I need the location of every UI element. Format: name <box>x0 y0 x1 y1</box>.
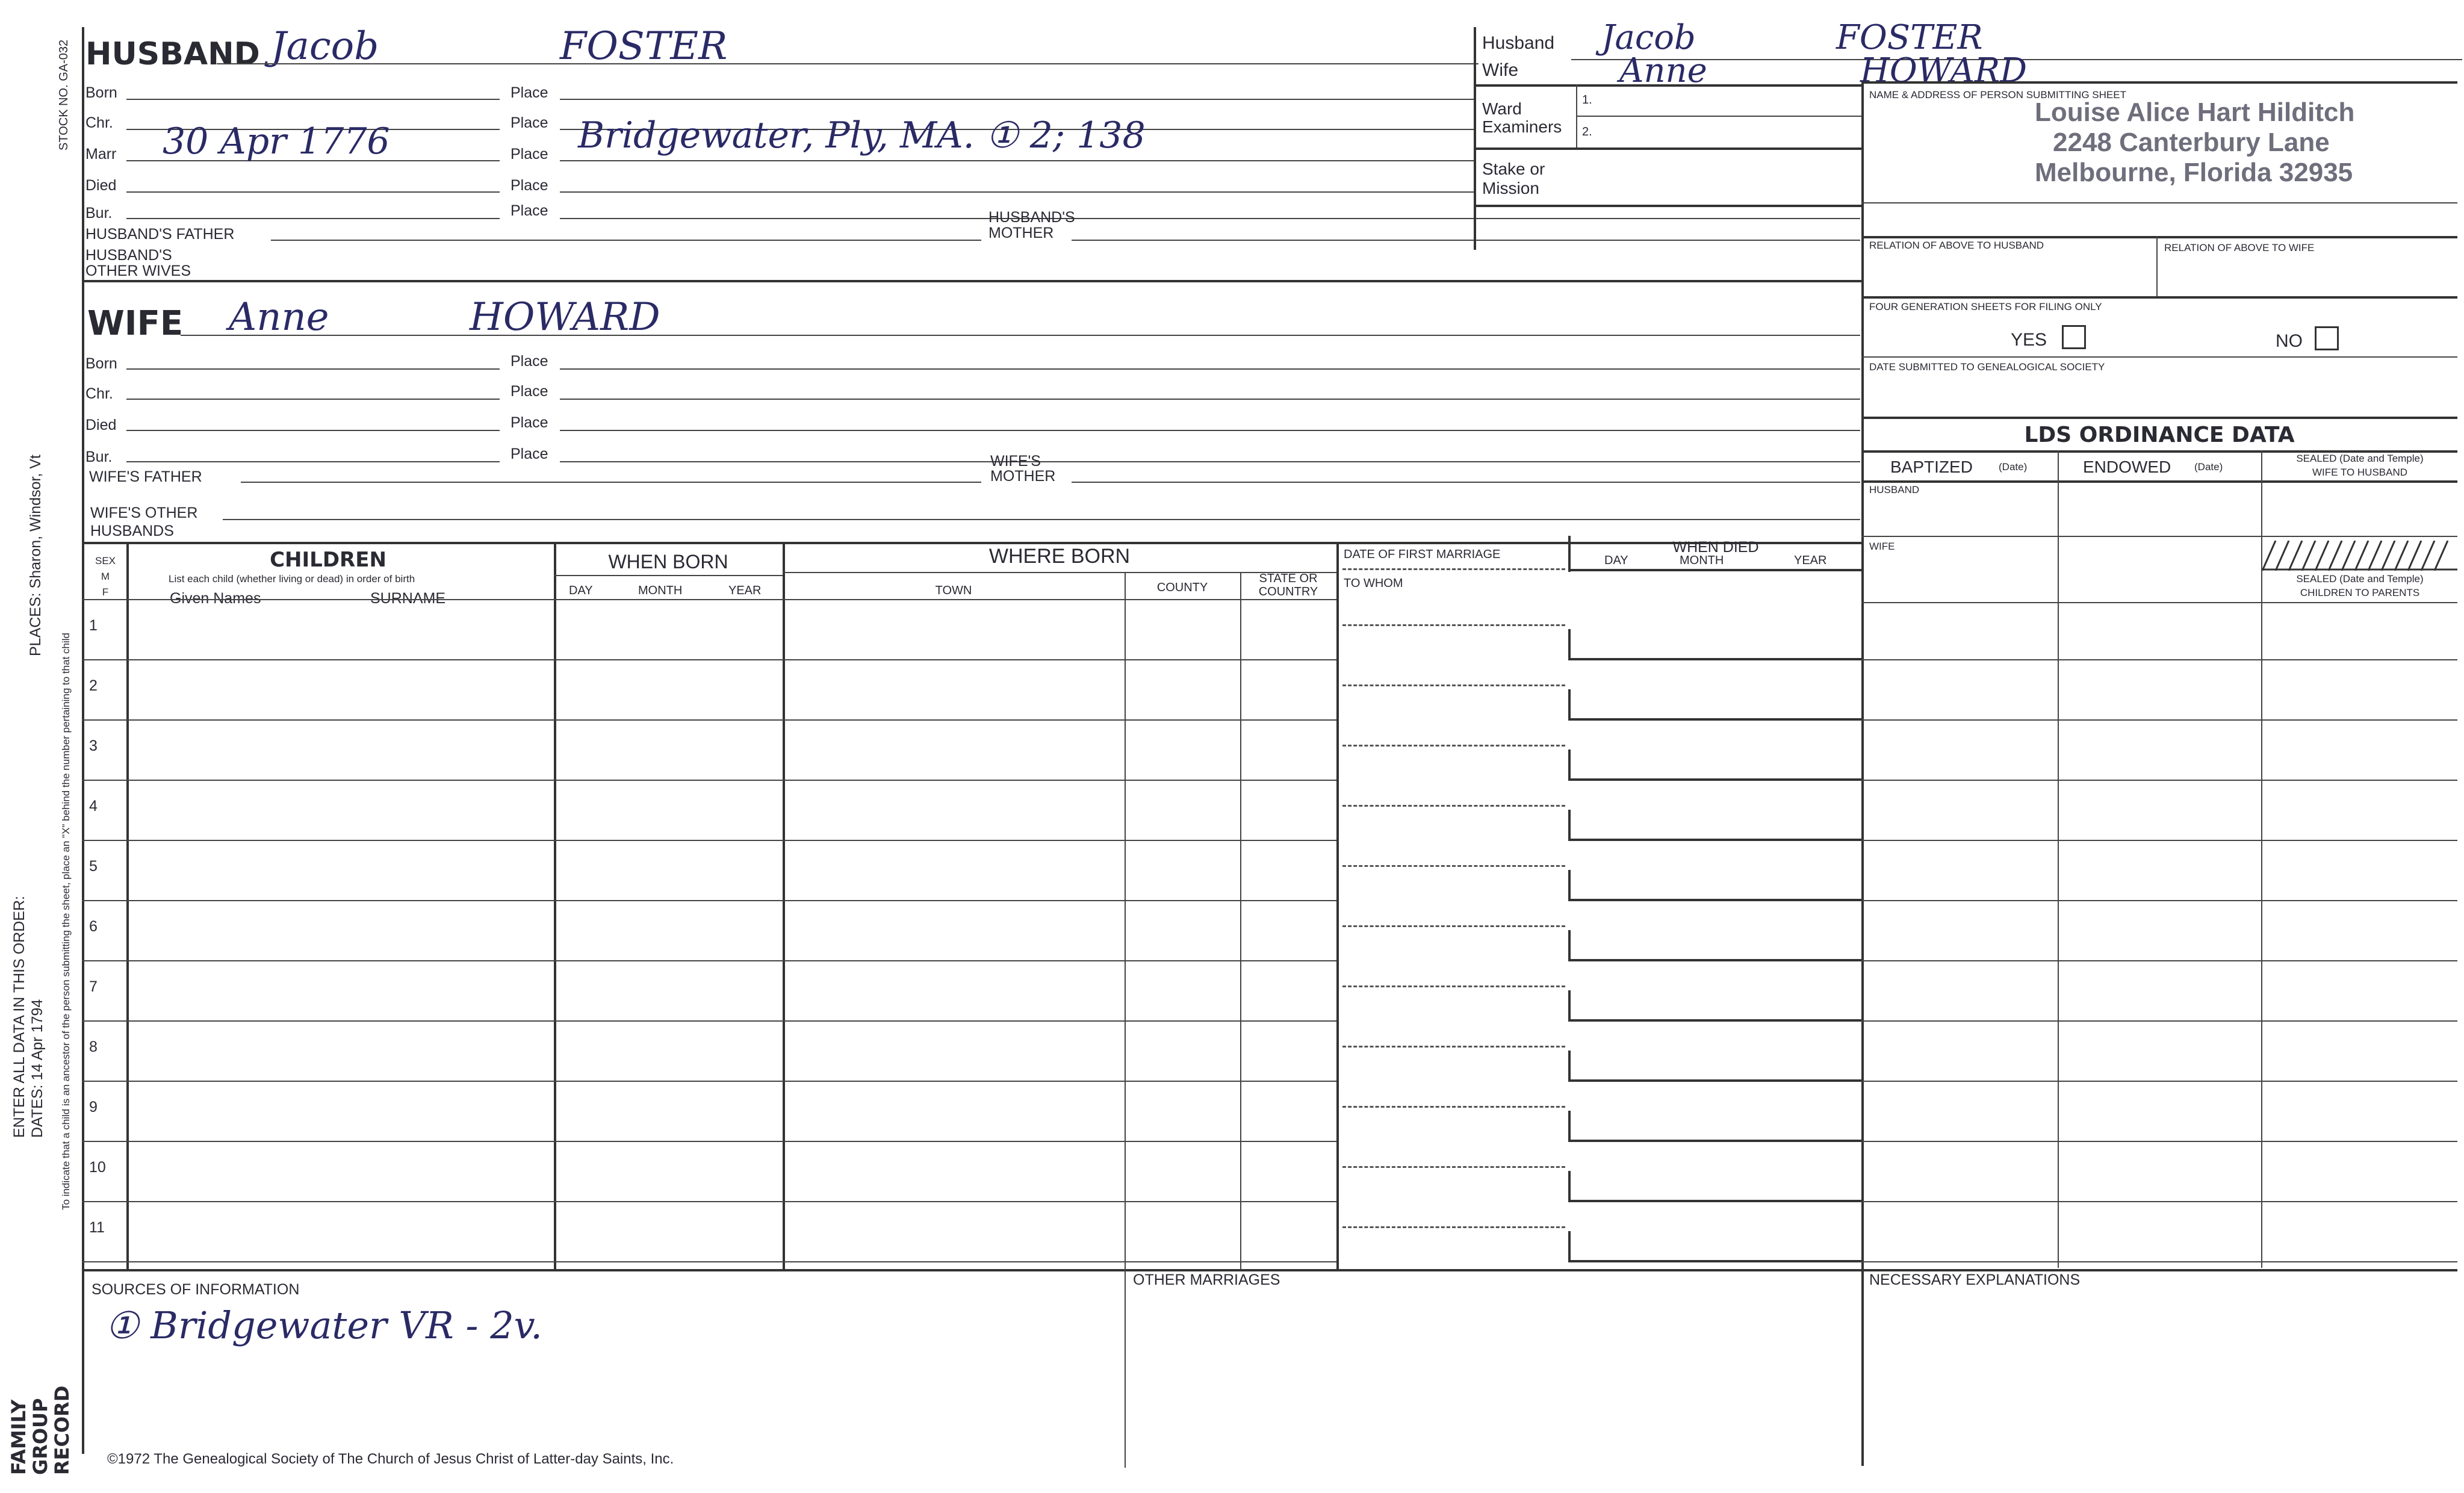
sealed-wife-label-1: SEALED (Date and Temple) <box>2296 453 2424 464</box>
ward-examiner-1-line <box>1576 116 1861 117</box>
stake-bottom-line <box>1474 205 1862 207</box>
husband-born-label: Born <box>85 84 117 101</box>
state-header-2: COUNTRY <box>1258 585 1318 598</box>
ward-examiner-2: 2. <box>1582 125 1592 138</box>
sealed-children-label-1: SEALED (Date and Temple) <box>2296 573 2424 585</box>
ward-label-1: Ward <box>1482 99 1522 118</box>
ancestor-note: To indicate that a child is an ancestor of the person submitting the sheet, place an "X" behind the number pertaining to that child <box>60 633 72 1210</box>
when-died-divider <box>1568 569 1861 571</box>
husband-section-bottom <box>82 280 1861 282</box>
town-column-border <box>1125 572 1126 1270</box>
child-died-tick <box>1568 750 1571 780</box>
child-died-tick <box>1568 870 1571 900</box>
header-wife-line <box>1474 84 1862 87</box>
child-died-line <box>1568 1079 1861 1082</box>
child-row-number: 2 <box>89 677 98 694</box>
endowed-date-note: (Date) <box>2194 461 2223 473</box>
baptized-label: BAPTIZED <box>1890 458 1973 476</box>
husband-marriage-date[interactable]: 30 Apr 1776 <box>163 120 390 163</box>
husband-marr-label: Marr <box>85 146 117 163</box>
sex-f-header: F <box>102 586 109 598</box>
wife-chr-label: Chr. <box>85 385 113 402</box>
surname-header: SURNAME <box>370 590 446 607</box>
child-row-number: 3 <box>89 737 98 754</box>
lds-wife-label: WIFE <box>1869 541 1895 552</box>
child-died-tick <box>1568 1111 1571 1141</box>
child-row-line <box>82 1201 1336 1202</box>
relation-to-wife-label: RELATION OF ABOVE TO WIFE <box>2164 242 2315 253</box>
to-whom-header: TO WHOM <box>1344 577 1403 590</box>
submitter-city: Melbourne, Florida 32935 <box>2035 158 2353 187</box>
lds-row-line <box>1861 900 2457 901</box>
submitter-street: 2248 Canterbury Lane <box>2053 128 2330 157</box>
dates-note: DATES: 14 Apr 1794 <box>29 999 46 1138</box>
child-row-line <box>82 900 1336 901</box>
no-label: NO <box>2276 331 2303 351</box>
child-died-line <box>1568 1140 1861 1142</box>
husband-marriage-place[interactable]: Bridgewater, Ply, MA. ① 2; 138 <box>578 114 1146 157</box>
husband-died-place-line <box>560 191 1476 193</box>
husband-other-wives-label-2: OTHER WIVES <box>85 262 191 279</box>
child-marriage-dashes <box>1342 745 1565 746</box>
husband-mother-line <box>1072 240 1860 241</box>
relation-bottom-line <box>1861 296 2457 299</box>
child-row-number: 11 <box>89 1219 105 1236</box>
died-month-header: MONTH <box>1680 554 1724 567</box>
county-column-border <box>1240 572 1241 1270</box>
sealed-hatch-area <box>2262 541 2457 571</box>
child-row-line <box>82 1020 1336 1022</box>
child-died-line <box>1568 718 1861 721</box>
given-names-header: Given Names <box>170 590 261 607</box>
lds-row-line <box>1861 719 2457 721</box>
died-day-header: DAY <box>1604 554 1628 567</box>
county-header: COUNTY <box>1156 581 1208 594</box>
wife-born-place-label: Place <box>510 353 548 370</box>
lds-row-line <box>1861 840 2457 841</box>
child-died-tick <box>1568 689 1571 719</box>
husband-born-place-label: Place <box>510 84 548 101</box>
husband-mother-label-1: HUSBAND'S <box>988 209 1075 226</box>
where-born-column-border <box>1336 542 1339 1270</box>
sources-value[interactable]: ① Bridgewater VR - 2v. <box>105 1303 543 1347</box>
child-died-tick <box>1568 1171 1571 1201</box>
baptized-date-note: (Date) <box>1999 461 2028 473</box>
child-row-number: 8 <box>89 1038 98 1055</box>
husband-died-place-label: Place <box>510 177 548 194</box>
when-died-header-border <box>1568 536 1571 572</box>
wife-chr-line <box>126 399 500 400</box>
wife-mother-line <box>1072 482 1860 483</box>
child-marriage-dashes <box>1342 925 1565 927</box>
child-marriage-dashes <box>1342 1166 1565 1168</box>
submitter-label: NAME & ADDRESS OF PERSON SUBMITTING SHEET <box>1869 89 2126 101</box>
lds-husband-bottom <box>1861 536 2457 537</box>
child-died-line <box>1568 778 1861 781</box>
child-row-number: 5 <box>89 858 98 875</box>
child-died-tick <box>1568 629 1571 659</box>
wife-surname[interactable]: HOWARD <box>470 295 660 340</box>
child-row-line <box>82 1261 1336 1262</box>
born-month-header: MONTH <box>638 584 683 597</box>
wife-name-line <box>181 335 1860 336</box>
header-husband-surname[interactable]: FOSTER <box>1836 18 1983 57</box>
child-died-tick <box>1568 990 1571 1020</box>
husband-bur-place-line <box>560 218 1860 219</box>
husband-marr-place-line <box>560 160 1476 161</box>
child-row-number: 4 <box>89 798 98 815</box>
header-husband-given[interactable]: Jacob <box>1601 18 1696 57</box>
lds-row-line <box>1861 1020 2457 1022</box>
child-died-line <box>1568 1260 1861 1262</box>
four-generation-label: FOUR GENERATION SHEETS FOR FILING ONLY <box>1869 301 2102 312</box>
right-column-border <box>1861 81 1864 1466</box>
child-died-tick <box>1568 930 1571 960</box>
lds-col-1 <box>2058 450 2059 1268</box>
header-husband-label: Husband <box>1482 33 1555 53</box>
child-row-line <box>82 719 1336 721</box>
child-died-line <box>1568 899 1861 901</box>
header-wife-label: Wife <box>1482 60 1518 80</box>
husband-chr-place-label: Place <box>510 114 548 131</box>
wife-other-husbands-line <box>223 519 1860 520</box>
husband-surname[interactable]: FOSTER <box>560 24 728 69</box>
child-died-line <box>1568 1200 1861 1202</box>
when-born-column-border <box>783 542 785 1270</box>
left-border <box>82 27 84 1454</box>
enter-order-note: ENTER ALL DATA IN THIS ORDER: <box>11 896 28 1138</box>
wife-bur-place-label: Place <box>510 445 548 462</box>
born-day-header: DAY <box>569 584 593 597</box>
yes-checkbox[interactable] <box>2062 325 2086 349</box>
lds-row-line <box>1861 1201 2457 1202</box>
children-header: CHILDREN <box>270 548 386 572</box>
family-group-record-3: RECORD <box>51 1385 73 1475</box>
child-died-tick <box>1568 1231 1571 1261</box>
lds-title: LDS ORDINANCE DATA <box>2024 423 2295 447</box>
wife-died-label: Died <box>85 417 117 433</box>
header-box-left <box>1474 27 1476 250</box>
husband-died-label: Died <box>85 177 117 194</box>
stake-label-2: Mission <box>1482 179 1539 197</box>
submitter-line-1 <box>1861 202 2457 203</box>
husband-given-name[interactable]: Jacob <box>271 24 379 69</box>
child-marriage-dashes <box>1342 1046 1565 1048</box>
wife-bur-place-line <box>560 461 1860 462</box>
child-marriage-dashes <box>1342 1226 1565 1228</box>
child-row-line <box>82 1081 1336 1082</box>
wife-bur-line <box>126 461 500 462</box>
child-row-number: 1 <box>89 617 98 634</box>
where-born-header: WHERE BORN <box>988 545 1131 568</box>
sex-column-border <box>126 542 129 1270</box>
child-row-number: 7 <box>89 978 98 995</box>
first-marriage-header: DATE OF FIRST MARRIAGE <box>1344 548 1501 561</box>
child-marriage-dashes <box>1342 805 1565 807</box>
relation-to-husband-label: RELATION OF ABOVE TO HUSBAND <box>1869 240 2044 251</box>
child-row-line <box>82 960 1336 961</box>
husband-bur-line <box>126 218 500 219</box>
family-group-record-1: FAMILY <box>7 1399 30 1475</box>
husband-died-line <box>126 191 500 193</box>
husband-other-wives-label-1: HUSBAND'S <box>85 247 172 264</box>
submitter-top-line <box>1861 81 2457 84</box>
wife-born-label: Born <box>85 355 117 372</box>
husband-chr-label: Chr. <box>85 114 113 131</box>
children-header-bottom <box>82 599 1336 600</box>
husband-mother-label-2: MOTHER <box>988 225 1054 241</box>
wife-given-name[interactable]: Anne <box>229 295 329 340</box>
when-died-header: WHEN DIED <box>1672 539 1759 556</box>
date-submitted-label: DATE SUBMITTED TO GENEALOGICAL SOCIETY <box>1869 361 2105 373</box>
town-header: TOWN <box>935 584 972 597</box>
wife-mother-label-1: WIFE'S <box>990 453 1041 470</box>
wife-heading: WIFE <box>87 304 184 343</box>
state-header-1: STATE OR <box>1259 572 1318 585</box>
husband-born-line <box>126 99 500 100</box>
husband-father-line <box>271 240 981 241</box>
husband-bur-label: Bur. <box>85 205 113 222</box>
submitter-line-2 <box>1861 236 2457 238</box>
other-marriages-border <box>1125 1269 1126 1468</box>
husband-born-place-line <box>560 99 1476 100</box>
wife-father-line <box>241 482 981 483</box>
copyright-notice: ©1972 The Genealogical Society of The Church of Jesus Christ of Latter-day Saints, Inc. <box>107 1451 674 1467</box>
other-marriages-label: OTHER MARRIAGES <box>1133 1271 1280 1288</box>
born-year-header: YEAR <box>728 584 762 597</box>
relation-divider <box>2156 236 2158 297</box>
wife-died-place-line <box>560 430 1860 431</box>
places-note: PLACES: Sharon, Windsor, Vt <box>27 455 44 656</box>
wife-mother-label-2: MOTHER <box>990 468 1056 485</box>
wife-born-line <box>126 368 500 370</box>
first-marriage-dashes <box>1342 568 1565 570</box>
husband-father-label: HUSBAND'S FATHER <box>85 226 235 243</box>
died-year-header: YEAR <box>1794 554 1827 567</box>
wife-other-husbands-label-1: WIFE'S OTHER <box>90 504 198 521</box>
child-died-line <box>1568 658 1861 660</box>
child-marriage-dashes <box>1342 684 1565 686</box>
header-wife-surname[interactable]: HOWARD <box>1860 51 2028 90</box>
child-died-line <box>1568 839 1861 841</box>
husband-marr-place-label: Place <box>510 146 548 163</box>
stake-label-1: Stake or <box>1482 160 1545 178</box>
child-marriage-dashes <box>1342 624 1565 626</box>
wife-died-place-label: Place <box>510 414 548 431</box>
wife-died-line <box>126 430 500 431</box>
children-column-border <box>554 542 556 1270</box>
header-wife-given[interactable]: Anne <box>1619 51 1707 90</box>
endowed-label: ENDOWED <box>2083 458 2171 476</box>
child-died-line <box>1568 1019 1861 1022</box>
sealed-wife-label-2: WIFE TO HUSBAND <box>2312 467 2408 478</box>
husband-heading: HUSBAND <box>85 36 260 72</box>
lds-row-line <box>1861 780 2457 781</box>
sex-header: SEX <box>95 555 116 566</box>
children-list-note: List each child (whether living or dead) in order of birth <box>169 573 415 585</box>
child-marriage-dashes <box>1342 1106 1565 1108</box>
no-checkbox[interactable] <box>2315 326 2339 350</box>
lds-header-line <box>1861 602 2457 603</box>
child-died-tick <box>1568 1051 1571 1081</box>
when-born-header: WHEN BORN <box>608 551 728 573</box>
four-gen-bottom-line <box>1861 356 2457 358</box>
sex-m-header: M <box>101 571 110 582</box>
husband-name-line <box>217 63 1479 64</box>
date-submitted-bottom-line <box>1861 417 2457 419</box>
lds-header-bottom <box>1861 480 2457 483</box>
wife-other-husbands-label-2: HUSBANDS <box>90 523 174 539</box>
yes-label: YES <box>2011 330 2047 350</box>
submitter-name: Louise Alice Hart Hilditch <box>2035 98 2355 127</box>
husband-bur-place-label: Place <box>510 202 548 219</box>
lds-row-line <box>1861 960 2457 961</box>
when-born-divider <box>554 575 783 576</box>
child-marriage-dashes <box>1342 865 1565 867</box>
ward-bottom-line <box>1474 147 1862 150</box>
child-marriage-dashes <box>1342 986 1565 987</box>
child-died-line <box>1568 959 1861 961</box>
sealed-children-label-2: CHILDREN TO PARENTS <box>2300 587 2420 598</box>
lds-husband-label: HUSBAND <box>1869 484 1920 495</box>
sources-label: SOURCES OF INFORMATION <box>92 1281 300 1298</box>
wife-bur-label: Bur. <box>85 449 113 465</box>
wife-father-label: WIFE'S FATHER <box>89 468 202 485</box>
child-died-tick <box>1568 810 1571 840</box>
child-row-line <box>82 780 1336 781</box>
lds-row-line <box>1861 659 2457 660</box>
ward-examiner-1: 1. <box>1582 93 1592 107</box>
stock-number: STOCK NO. GA-032 <box>57 39 70 151</box>
wife-born-place-line <box>560 368 1860 370</box>
necessary-explanations-label: NECESSARY EXPLANATIONS <box>1869 1271 2081 1288</box>
child-row-line <box>82 840 1336 841</box>
lds-row-line <box>1861 1081 2457 1082</box>
child-row-line <box>82 1141 1336 1142</box>
child-row-line <box>82 659 1336 660</box>
child-row-number: 9 <box>89 1099 98 1116</box>
child-row-number: 10 <box>89 1159 106 1176</box>
ward-label-2: Examiners <box>1482 117 1562 136</box>
wife-chr-place-label: Place <box>510 383 548 400</box>
wife-chr-place-line <box>560 399 1860 400</box>
child-row-number: 6 <box>89 918 98 935</box>
lds-row-line <box>1861 1141 2457 1142</box>
lds-row-line <box>1861 1261 2457 1262</box>
family-group-record-2: GROUP <box>29 1398 52 1475</box>
